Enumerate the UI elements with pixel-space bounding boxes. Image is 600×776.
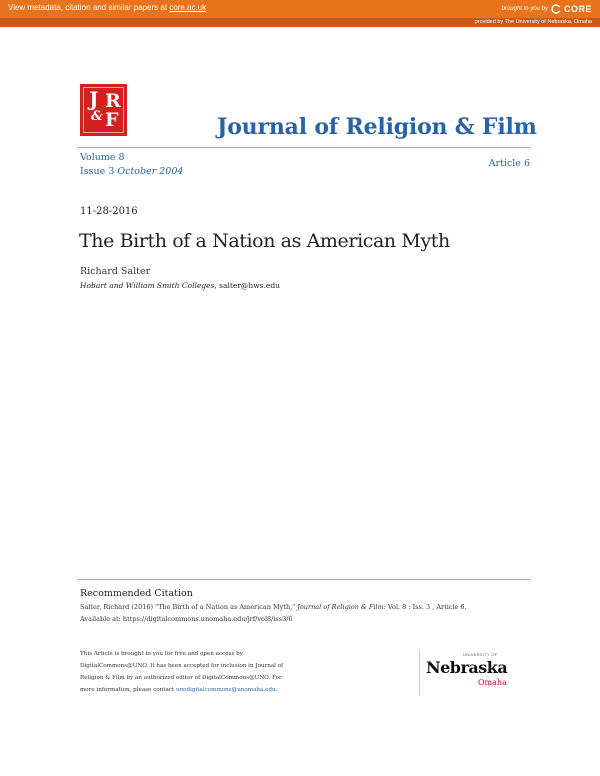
uno-logo: [426, 652, 516, 692]
uno-omaha: Omaha: [478, 678, 507, 687]
core-brand[interactable]: [502, 3, 592, 15]
uno-university-of: UNIVERSITY OF: [463, 652, 498, 657]
article-number[interactable]: Article 6: [488, 158, 530, 169]
issue-date: October 2004: [117, 166, 184, 177]
logo-ampersand: &: [91, 109, 103, 124]
notice-line-1: This Article is brought to you for free and open access by: [80, 651, 243, 657]
author-name: Richard Salter: [80, 266, 151, 277]
notice-line-3: Religion & Film by an authorized editor of DigitalCommons@UNO. For: [80, 675, 282, 681]
affiliation-institution: Hobart and William Smith Colleges: [80, 281, 215, 290]
core-link-prefix: View metadata, citation and similar papers at: [8, 3, 170, 12]
provided-by-text: provided by The University of Nebraska, Omaha: [474, 19, 592, 25]
citation-text: [80, 603, 467, 611]
header-divider: [78, 147, 530, 148]
citation-heading: Recommended Citation: [80, 588, 193, 599]
citation-text-after: : Vol. 8 : Iss. 3 , Article 6.: [383, 603, 467, 611]
core-logo-icon: [551, 4, 561, 14]
contact-email-link[interactable]: unodigitalcommons@unomaha.edu: [175, 687, 276, 693]
notice-line-4: [80, 684, 320, 696]
volume-link[interactable]: Volume 8: [80, 152, 125, 163]
logo-letter-f: F: [105, 109, 119, 131]
issue-link[interactable]: [80, 166, 183, 177]
notice-contact-prefix: more information, please contact: [80, 687, 176, 693]
notice-line-2: DigitalCommons@UNO. It has been accepted for inclusion in Journal of: [80, 663, 284, 669]
citation-journal: Journal of Religion & Film: [297, 603, 384, 611]
access-notice: [80, 648, 320, 696]
journal-title[interactable]: Journal of Religion & Film: [217, 114, 537, 140]
uno-nebraska: Nebraska: [426, 658, 508, 677]
logo-letter-r: R: [105, 90, 121, 112]
issue-label: Issue 3: [80, 166, 115, 177]
footer-divider: [419, 650, 420, 696]
publication-date: 11-28-2016: [80, 206, 138, 217]
core-wordmark: CORE: [563, 4, 592, 14]
article-title: The Birth of a Nation as American Myth: [79, 230, 450, 252]
citation-divider: [78, 579, 530, 580]
journal-logo: [80, 84, 127, 136]
author-email: , salter@hws.edu: [214, 281, 280, 290]
logo-letter-j: J: [89, 87, 99, 111]
notice-contact-suffix: .: [275, 687, 278, 693]
core-site-link[interactable]: core.ac.uk: [169, 3, 207, 12]
brought-by-text: brought to you by: [501, 6, 548, 12]
citation-text-before: Salter, Richard (2016) "The Birth of a Nation as American Myth,": [80, 603, 298, 611]
author-affiliation: [80, 281, 280, 290]
core-metadata-link[interactable]: [8, 3, 206, 12]
citation-available-at[interactable]: Available at: https://digitalcommons.unomaha.edu/jrf/vol8/iss3/6: [80, 615, 293, 623]
